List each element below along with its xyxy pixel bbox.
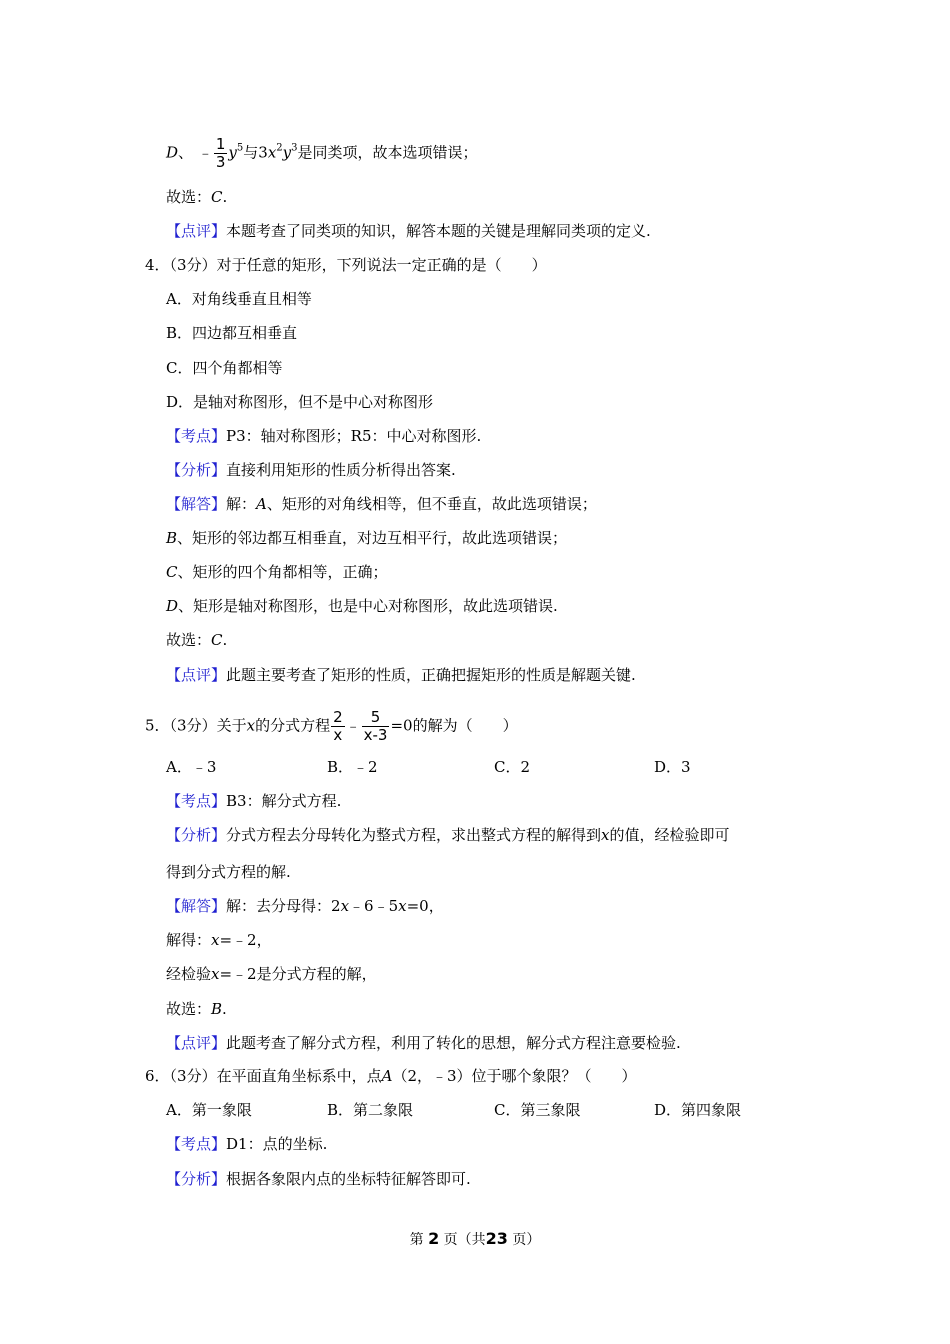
q4-choose-end: . (222, 631, 228, 649)
q6-kaodian (166, 1134, 327, 1154)
q4-fenxi-text: 直接利用矩形的性质分析得出答案. (226, 461, 456, 479)
q5-stem (145, 709, 518, 744)
q5-sol2-x: x (211, 965, 220, 983)
q6-stem-end: （2，﹣3）位于哪个象限？（ ） (392, 1067, 637, 1085)
q4-sol-c-text: 、矩形的四个角都相等，正确； (177, 563, 388, 581)
q4-sol-c (166, 562, 388, 582)
q5-fraction-1 (331, 709, 345, 744)
q4-choose (166, 630, 227, 650)
q3-y-exp: 5 (236, 142, 244, 154)
q6-stem-a: A (381, 1067, 393, 1085)
q5-option-a: A．﹣3 (166, 758, 217, 776)
q6-stem-pre: 6．（3分）在平面直角坐标系中，点 (145, 1067, 382, 1085)
q3-frac-den: 3 (215, 153, 226, 171)
q5-comment-tag: 【点评】 (166, 1034, 227, 1052)
q5-choose-prefix: 故选： (166, 1000, 212, 1018)
q5-comment-text: 此题考查了解分式方程，利用了转化的思想，解分式方程注意要检验. (226, 1034, 681, 1052)
q4-comment-text: 此题主要考查了矩形的性质，正确把握矩形的性质是解题关键. (226, 666, 636, 684)
q4-jieda-a: A (256, 495, 267, 513)
q5-fenxi-text2: 的值，经检验即可 (609, 826, 730, 844)
q5-sol1-x: x (211, 931, 220, 949)
q4-choose-value: C (211, 631, 223, 649)
q5-jieda-text1: 解：去分母得：2 (226, 897, 341, 915)
q3-d-minus: ﹣ (197, 143, 213, 162)
q6-kaodian-tag: 【考点】 (166, 1135, 227, 1153)
q5-option-d: D．3 (654, 758, 691, 776)
q5-kaodian (166, 791, 341, 811)
q5-sol1-post: =﹣2， (219, 931, 272, 949)
q3-x: x (267, 143, 277, 162)
q4-kaodian-tag: 【考点】 (166, 427, 227, 445)
q5-jieda-x1: x (340, 897, 350, 915)
q5-kaodian-text: B3：解分式方程. (226, 792, 342, 810)
q6-fenxi (166, 1169, 471, 1189)
q6-fenxi-tag: 【分析】 (166, 1170, 227, 1188)
q4-sol-d-label: D (166, 597, 179, 615)
q5-jieda-text3: =0， (406, 897, 444, 915)
q4-stem: 4．（3分）对于任意的矩形，下列说法一定正确的是（ ） (145, 256, 547, 274)
q4-sol-d-text: 、矩形是轴对称图形，也是中心对称图形，故此选项错误. (178, 597, 558, 615)
q5-choose-end: . (222, 1000, 227, 1018)
q4-sol-c-label: C (166, 563, 178, 581)
q4-fenxi-tag: 【分析】 (166, 461, 227, 479)
q3-comment-tag: 【点评】 (166, 222, 227, 240)
q6-option-c: C．第三象限 (494, 1101, 581, 1119)
q5-kaodian-tag: 【考点】 (166, 792, 227, 810)
q4-option-d: D．是轴对称图形，但不是中心对称图形 (166, 393, 434, 411)
q3-choose (166, 187, 227, 207)
q5-comment (166, 1033, 681, 1053)
q5-fenxi-x: x (601, 826, 610, 844)
q5-jieda-x2: x (398, 897, 407, 915)
q6-option-b: B．第二象限 (327, 1101, 414, 1119)
footer-mid: 页（共 (443, 1232, 486, 1248)
q3-coef: 3 (258, 143, 268, 162)
q5-stem-pre: 5．（3分）关于 (145, 716, 247, 735)
q5-choose (166, 999, 227, 1019)
q5-sol2-pre: 经检验 (166, 965, 212, 983)
q5-fenxi-line2: 得到分式方程的解. (166, 863, 291, 881)
q6-option-a: A．第一象限 (166, 1101, 252, 1119)
q3-option-d-line (166, 136, 478, 171)
q3-x-exp: 2 (276, 142, 283, 154)
q5-fraction-2 (362, 709, 390, 744)
q4-option-c: C．四个角都相等 (166, 359, 283, 377)
footer-post: 页） (512, 1232, 541, 1248)
q5-jieda-tag: 【解答】 (166, 897, 227, 915)
q5-sol-1 (166, 930, 272, 950)
q4-comment (166, 665, 636, 685)
q3-choose-value: C (211, 188, 223, 206)
q4-option-a: A．对角线垂直且相等 (166, 290, 312, 308)
q4-sol-d (166, 596, 558, 616)
q4-jieda-tag: 【解答】 (166, 495, 227, 513)
q5-sol2-post: =﹣2是分式方程的解， (219, 965, 377, 983)
q5-f1-den: x (331, 726, 345, 744)
q5-f2-num: 5 (370, 708, 381, 726)
footer-pre: 第 (409, 1232, 424, 1248)
q6-stem (145, 1066, 637, 1086)
q4-sol-b-label: B (166, 529, 178, 547)
q4-fenxi (166, 460, 456, 480)
q5-fenxi (166, 825, 730, 845)
q3-yu: 与 (243, 143, 259, 162)
q5-f2-den: x-3 (363, 726, 388, 744)
q5-choose-value: B (211, 1000, 223, 1018)
q4-choose-prefix: 故选： (166, 631, 212, 649)
q4-jieda-pre: 解： (226, 495, 257, 513)
q5-sol-2 (166, 964, 377, 984)
q5-jieda-text2: ﹣6﹣5 (349, 897, 399, 915)
q3-d-rest: 是同类项，故本选项错误； (297, 143, 478, 162)
q5-option-b: B．﹣2 (327, 758, 378, 776)
q3-comment (166, 221, 651, 241)
q3-y2: y (282, 143, 292, 162)
page-footer (0, 1229, 950, 1249)
q3-frac-num: 1 (215, 135, 226, 153)
q4-jieda (166, 494, 597, 514)
footer-page-number: 2 (428, 1229, 440, 1248)
q4-comment-tag: 【点评】 (166, 666, 227, 684)
q5-fenxi-text1: 分式方程去分母转化为整式方程，求出整式方程的解得到 (226, 826, 602, 844)
q3-y: y (228, 143, 237, 162)
q6-fenxi-text: 根据各象限内点的坐标特征解答即可. (226, 1170, 471, 1188)
q3-fraction (214, 136, 228, 171)
q4-jieda-a-text: 、矩形的对角线相等，但不垂直，故此选项错误； (266, 495, 597, 513)
q3-d-sep: 、 (178, 143, 194, 162)
q5-minus: ﹣ (345, 716, 361, 735)
q4-sol-b (166, 528, 567, 548)
q3-y2-exp: 3 (291, 142, 298, 154)
q4-kaodian (166, 426, 481, 446)
q6-option-d: D．第四象限 (654, 1101, 742, 1119)
q5-f1-num: 2 (333, 708, 343, 726)
q3-choose-end: . (222, 188, 228, 206)
q5-option-c: C．2 (494, 758, 531, 776)
q4-sol-b-text: 、矩形的邻边都互相垂直，对边互相平行，故此选项错误； (177, 529, 568, 547)
q4-kaodian-text: P3：轴对称图形；R5：中心对称图形. (226, 427, 482, 445)
q5-stem-end: =0的解为（ ） (390, 716, 518, 735)
q5-stem-x: x (246, 716, 256, 735)
q4-option-b: B．四边都互相垂直 (166, 324, 298, 342)
q5-sol1-pre: 解得： (166, 931, 212, 949)
q5-fenxi-tag: 【分析】 (166, 826, 227, 844)
q3-comment-text: 本题考查了同类项的知识，解答本题的关键是理解同类项的定义. (226, 222, 651, 240)
q5-stem-mid: 的分式方程 (255, 716, 331, 735)
q3-d-label: D (166, 143, 179, 162)
q3-choose-prefix: 故选： (166, 188, 212, 206)
footer-total-pages: 23 (485, 1229, 508, 1248)
q6-kaodian-text: D1：点的坐标. (226, 1135, 328, 1153)
q5-jieda (166, 896, 444, 916)
